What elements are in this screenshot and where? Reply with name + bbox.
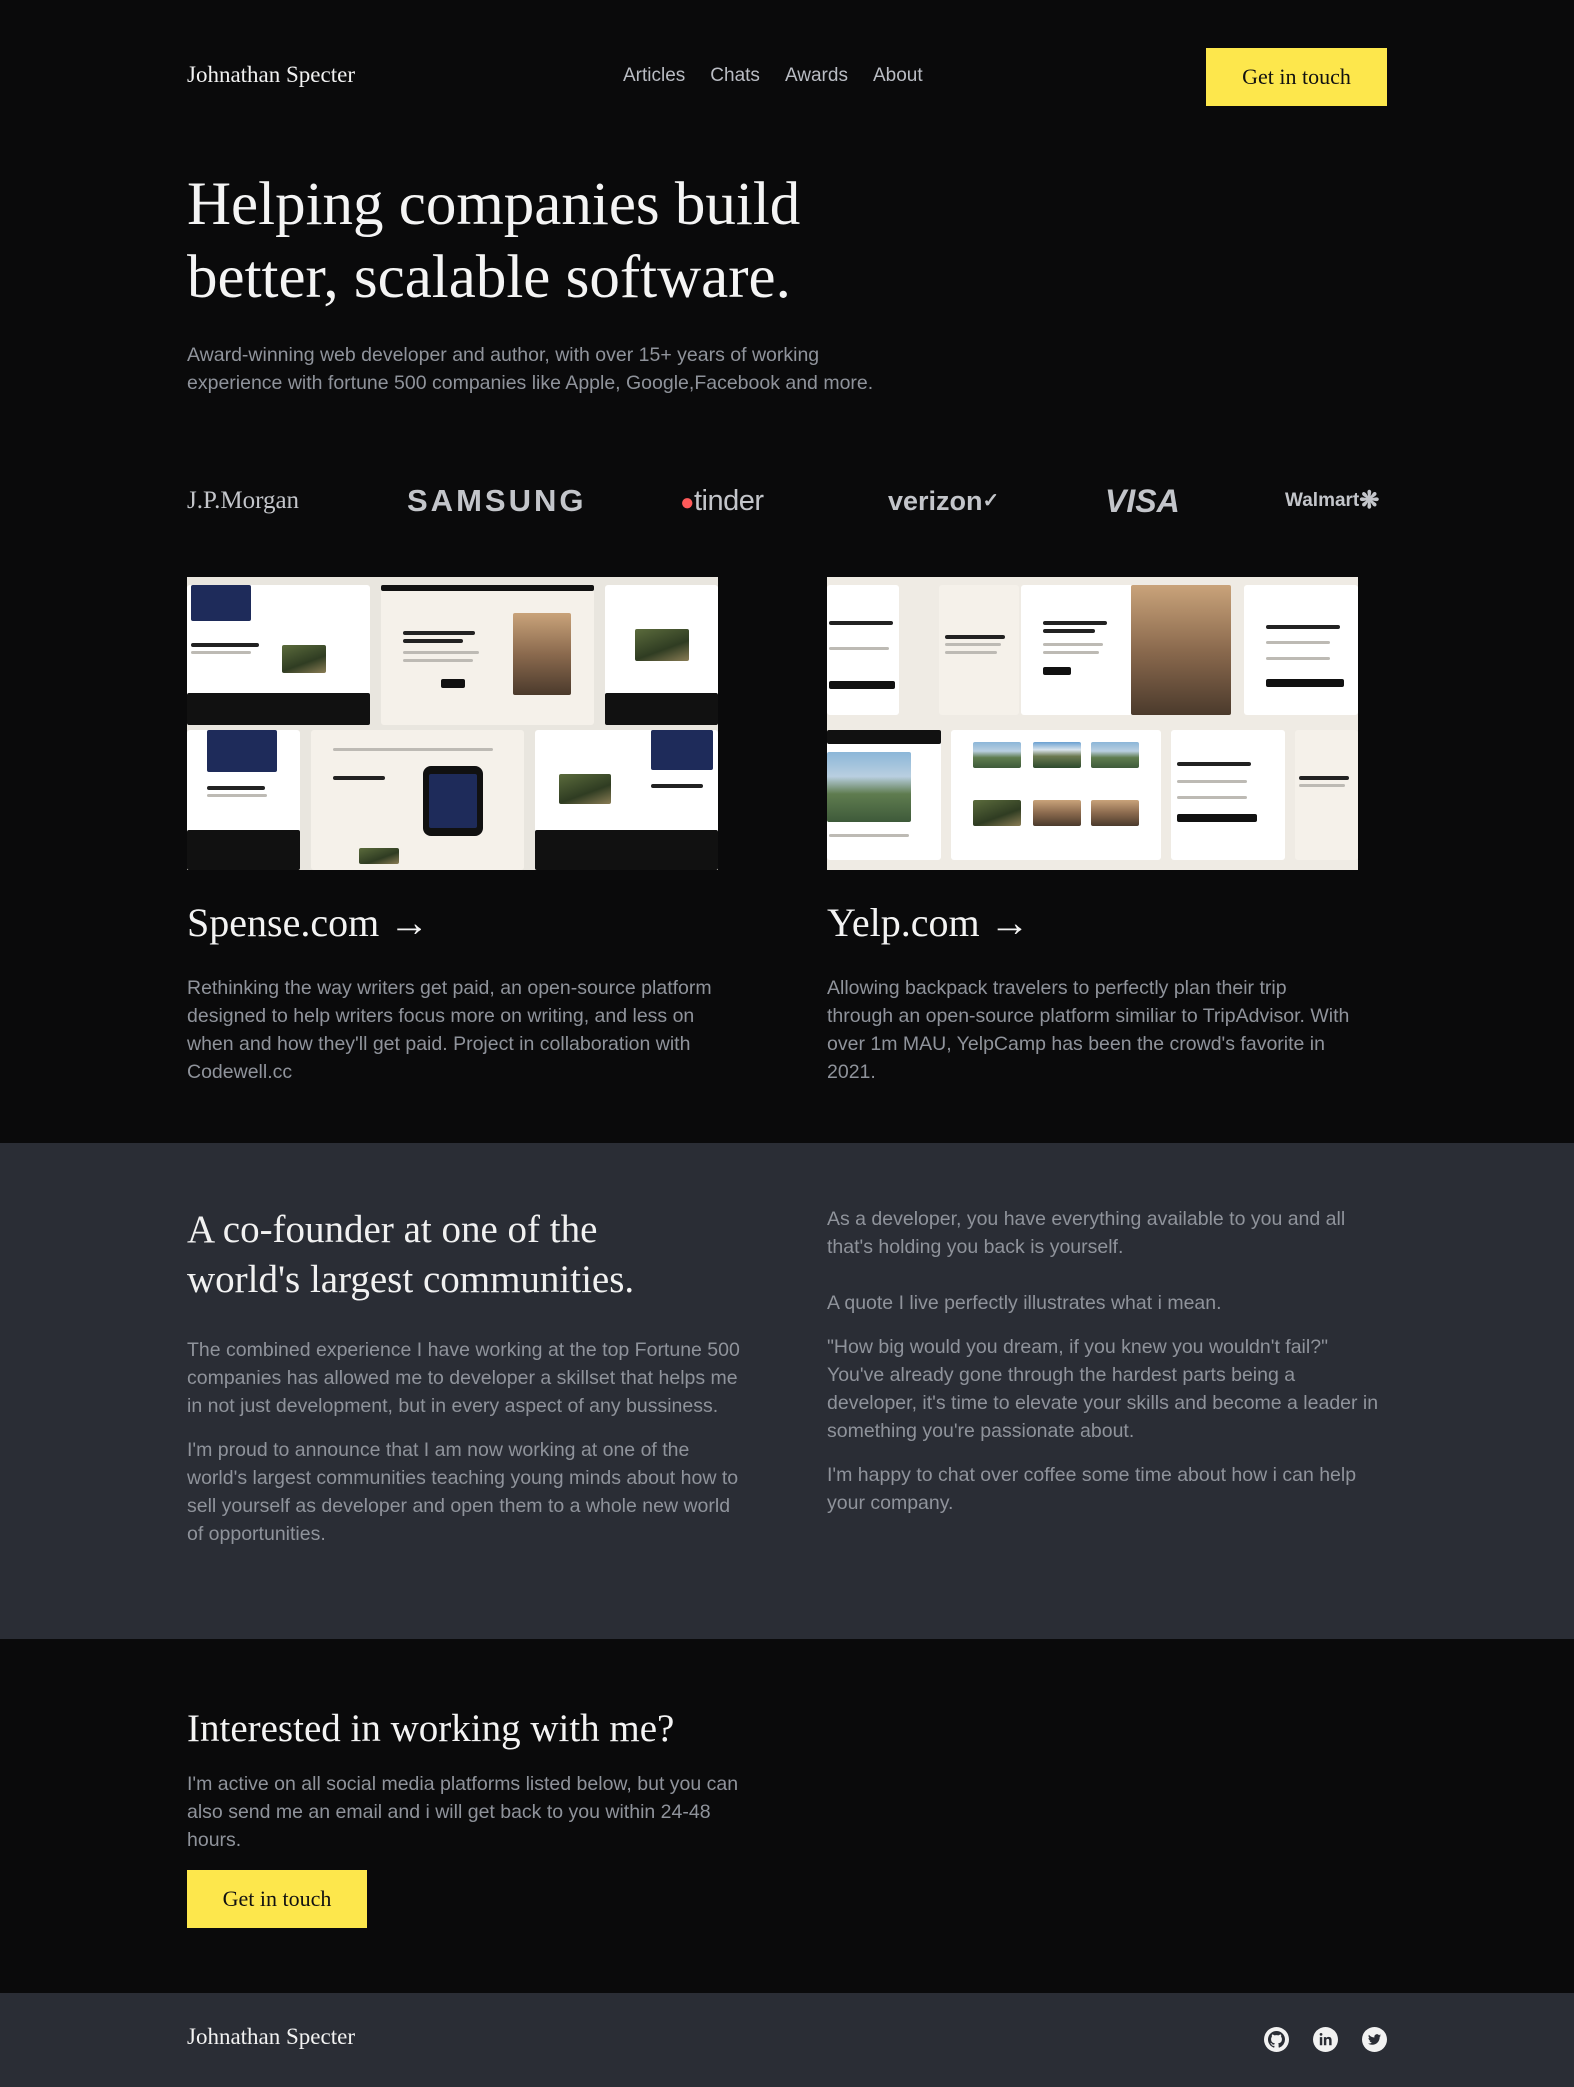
- project-card-yelp: [827, 577, 1358, 1086]
- about-paragraph: The combined experience I have working at the top Fortune 500 companies has allowed me to developer a skillset that helps me in not just development, but in every aspect of any bussiness.: [187, 1339, 740, 1417]
- spense-panel: [311, 730, 524, 870]
- samsung-logo: SAMSUNG: [407, 483, 587, 518]
- walmart-logo: [1285, 480, 1379, 522]
- footer-brand[interactable]: Johnathan Specter: [187, 2024, 355, 2049]
- contact-text: I'm active on all social media platforms listed below, but you can also send me an email and i will get back to you within 24-48 hours.: [187, 1773, 739, 1851]
- nav-awards[interactable]: Awards: [784, 65, 848, 86]
- about-right-column: [827, 1205, 1387, 1517]
- about-paragraph: I'm proud to announce that I am now working at one of the world's largest communities teaching young minds about how to sell yourself as developer and open them to a whole new world of opportunities.: [187, 1439, 739, 1545]
- nav-chats[interactable]: Chats: [710, 65, 760, 86]
- walmart-logo-text: Walmart: [1285, 490, 1360, 512]
- yelp-panel: [827, 585, 899, 715]
- hero-headline: [187, 168, 907, 314]
- check-icon: ✓: [982, 490, 1000, 512]
- yelp-panel: [1244, 585, 1358, 715]
- yelp-panel: [827, 730, 941, 860]
- yelp-panel: [1021, 585, 1231, 715]
- spense-panel: [535, 730, 718, 870]
- spark-icon: ❋: [1359, 487, 1380, 514]
- about-section: [0, 1143, 1574, 1639]
- get-in-touch-button[interactable]: Get in touch: [187, 1870, 367, 1928]
- social-links: [1264, 2027, 1387, 2052]
- github-icon[interactable]: [1264, 2027, 1289, 2052]
- yelp-panel: [951, 730, 1161, 860]
- headline-line-1: Helping companies build: [187, 171, 801, 238]
- about-paragraph: I'm happy to chat over coffee some time about how i can help your company.: [827, 1464, 1357, 1514]
- linkedin-icon[interactable]: [1313, 2027, 1338, 2052]
- about-paragraph: As a developer, you have everything available to you and all that's holding you back is yourself.: [827, 1208, 1346, 1258]
- verizon-logo: [888, 480, 999, 522]
- spense-panel: [187, 730, 300, 870]
- contact-section: [0, 1639, 1574, 1993]
- spense-screenshot[interactable]: [187, 577, 718, 870]
- spense-panel: [605, 585, 718, 725]
- tinder-logo-text: tinder: [694, 485, 764, 517]
- project-card-spense: [187, 577, 718, 1086]
- project-description: Allowing backpack travelers to perfectly plan their trip through an open-source platform similiar to TripAdvisor. With over 1m MAU, YelpCamp has been the crowd's favorite in 2021.: [827, 977, 1350, 1083]
- headline-line-2: better, scalable software.: [187, 244, 791, 311]
- project-title[interactable]: Yelp.com →: [827, 900, 1030, 945]
- about-quote: "How big would you dream, if you knew you wouldn't fail?" You've already gone through the hardest parts being a developer, it's time to elevate your skills and become a leader in something you're passionate about.: [827, 1336, 1379, 1442]
- yelp-panel: [1295, 730, 1358, 860]
- footer: [0, 1993, 1574, 2087]
- yelp-panel: [1171, 730, 1285, 860]
- visa-logo: VISA: [1105, 483, 1180, 519]
- get-in-touch-button[interactable]: Get in touch: [1206, 48, 1387, 106]
- about-paragraph: A quote I live perfectly illustrates what i mean.: [827, 1292, 1222, 1314]
- client-logos: [187, 480, 1387, 522]
- verizon-logo-text: verizon: [888, 486, 983, 516]
- top-navigation: [187, 48, 1387, 106]
- about-heading: A co-founder at one of the world's largest communities.: [187, 1208, 635, 1301]
- nav-articles[interactable]: Articles: [623, 65, 686, 86]
- spense-panel: [187, 585, 370, 725]
- tinder-logo: [680, 480, 764, 524]
- project-description: Rethinking the way writers get paid, an open-source platform designed to help writers focus more on writing, and less on when and how they'll get paid. Project in collaboration with Codewell.cc: [187, 977, 712, 1083]
- twitter-icon[interactable]: [1362, 2027, 1387, 2052]
- flame-icon: ●: [680, 489, 694, 516]
- yelp-panel: [939, 585, 1019, 715]
- about-left-column: [187, 1336, 747, 1548]
- jpmorgan-logo: J.P.Morgan: [187, 487, 300, 514]
- main-nav: [623, 65, 923, 87]
- hero-lead: Award-winning web developer and author, with over 15+ years of working experience with fortune 500 companies like Apple, Google,Facebook and more.: [187, 344, 874, 394]
- nav-about[interactable]: About: [872, 65, 923, 86]
- contact-heading: Interested in working with me?: [187, 1707, 675, 1750]
- spense-panel: [381, 585, 594, 725]
- site-brand[interactable]: Johnathan Specter: [187, 62, 355, 87]
- project-title[interactable]: Spense.com →: [187, 900, 430, 945]
- yelp-screenshot[interactable]: [827, 577, 1358, 870]
